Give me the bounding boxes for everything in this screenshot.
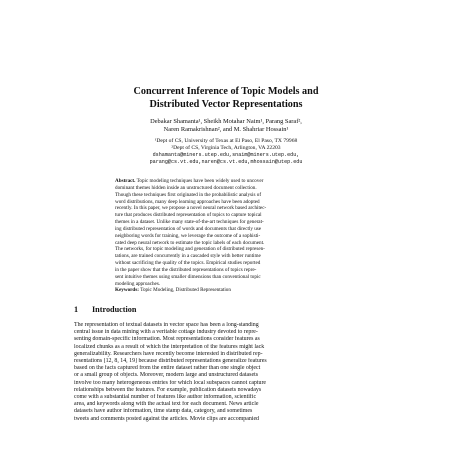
abstract-line: modeling approaches. (115, 280, 161, 287)
section-number: 1 (74, 305, 79, 314)
body-line: based on the facts captured from the entire dataset rather than one single object (74, 365, 261, 372)
abstract-line: ing distributed representation of words and documents that directly use (115, 225, 262, 232)
title-line: Concurrent Inference of Topic Models and (133, 86, 319, 97)
body-line: localized chunks as a result of which the interpretation of the features might lack (74, 343, 265, 350)
section-title: Introduction (92, 305, 137, 314)
abstract-line: in the paper show that the distributed representations of topics repre- (115, 266, 257, 273)
body-line: relationships between the features. For example, publication datasets nowadays (74, 386, 262, 393)
abstract-line: neighboring words for training, we leverage the outcome of a sophisti- (115, 232, 261, 239)
abstract (115, 178, 337, 288)
abstract-line: Topic modeling techniques have been widely used to uncover (136, 178, 264, 184)
author-line: Naren Ramakrishnan², and M. Shahriar Hossain¹ (163, 126, 289, 134)
affiliations (0, 138, 452, 152)
introduction-body (74, 322, 378, 423)
abstract-line: The networks, for topic modeling and generation of distributed represen- (115, 246, 265, 253)
abstract-line: ture that produces distributed representation of topics to capture topical (115, 212, 262, 219)
keywords-label: Keywords: (115, 287, 139, 293)
author-list (0, 118, 452, 134)
title-line: Distributed Vector Representations (149, 98, 303, 110)
abstract-line: dominant themes hidden inside an unstructured document collection. (115, 184, 257, 191)
body-line: senting domain-specific information. Most representations consider features as (74, 336, 260, 343)
abstract-line: themes in a dataset. Unlike many state-of-the-art techniques for generat- (115, 219, 264, 226)
keywords-text: Topic Modeling, Distributed Representation (140, 287, 231, 293)
body-line: datasets have author information, time stamp data, category, and sometimes (74, 408, 253, 415)
abstract-line: word distributions, many deep learning approaches have been adopted (115, 198, 260, 205)
abstract-line: recently. In this paper, we propose a novel neural network based architec- (115, 205, 267, 212)
abstract-line: Though these techniques first originated in the probabilistic analysis of (115, 191, 262, 198)
body-line: involve too many heterogeneous entries for which local subspaces cannot capture (74, 379, 267, 386)
affiliation-line: ²Dept of CS, Virginia Tech, Arlington, VA 22203 (171, 145, 281, 151)
body-line: The representation of textual datasets in vector space has been a long-standing (74, 322, 259, 328)
body-line: resentations [12, 8, 14, 19] because distributed representations generalize features (74, 358, 267, 365)
body-line: generalizability. Researchers have recently become interested in distributed rep- (74, 350, 263, 357)
paper-title (0, 86, 452, 111)
body-line: tweets and comments posted against the articles. Movie clips are accompanied (74, 415, 260, 422)
email-line: parang@cs.vt.edu,naren@cs.vt.edu,mhossain@utep.edu (149, 158, 303, 165)
email-line: dshamanta@miners.utep.edu,snaim@miners.utep.edu, (152, 152, 300, 158)
abstract-label: Abstract. (115, 178, 136, 184)
author-emails (0, 152, 452, 165)
affiliation-line: ¹Dept of CS, University of Texas at El Paso, El Paso, TX 79968 (154, 138, 298, 144)
author-line: Debakar Shamanta¹, Sheikh Motahar Naim¹, Parang Saraf², (150, 118, 302, 125)
body-line: come with a substantial number of features like author information, scientific (74, 394, 257, 401)
body-line: central issue in data mining with a veritable cottage industry devoted to repre- (74, 329, 258, 336)
body-line: area, and keywords along with the actual text for each document. News article (74, 401, 259, 408)
body-line: or a small group of objects. Moreover, modern large and unstructured datasets (74, 372, 259, 379)
keywords (115, 287, 337, 294)
abstract-line: tations, are trained concurrently in a cascaded style with better runtime (115, 253, 261, 260)
abstract-line: cated deep neural network to estimate the topic labels of each document. (115, 239, 265, 246)
abstract-line: without sacrificing the quality of the topics. Empirical studies reported (115, 260, 261, 267)
abstract-line: sent intuitive themes using smaller dimensions than conventional topic (115, 273, 261, 280)
section-heading (74, 305, 136, 315)
